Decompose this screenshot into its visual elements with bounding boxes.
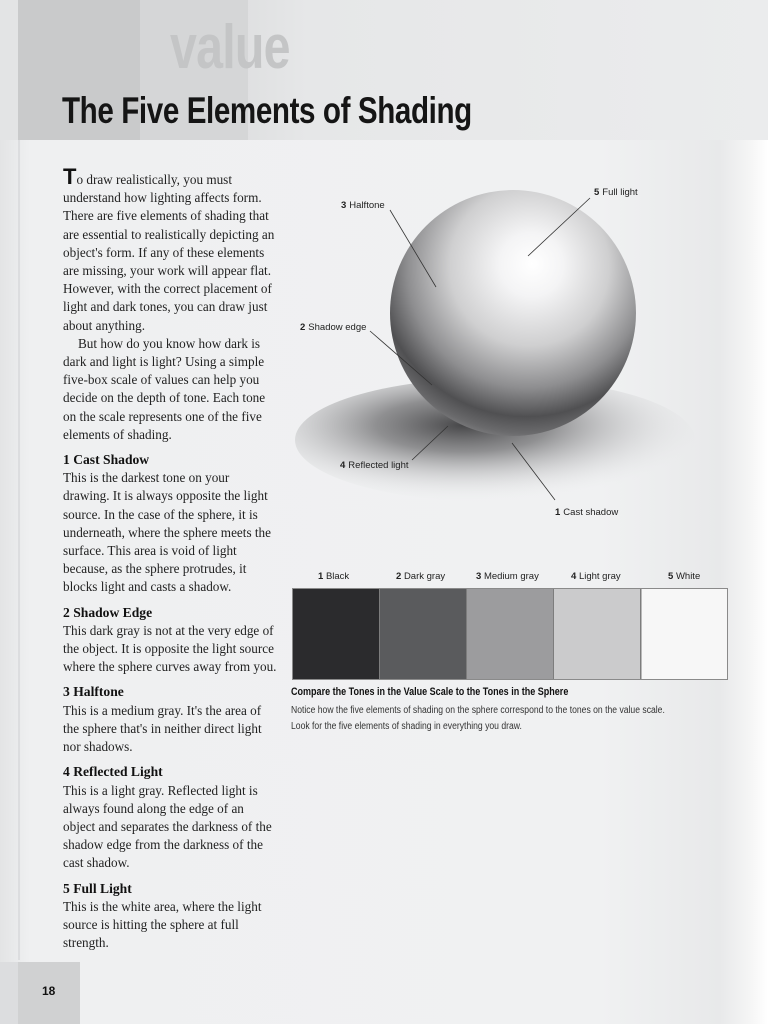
scale-label-white: 5 White bbox=[668, 571, 701, 582]
element-heading-reflected-light: 4 Reflected Light bbox=[63, 764, 163, 780]
element-heading-full-light: 5 Full Light bbox=[63, 880, 132, 896]
bottom-gutter bbox=[0, 962, 18, 1024]
label-full-light: 5 Full light bbox=[594, 187, 638, 198]
scale-label-black: 1 Black bbox=[318, 571, 350, 582]
page-title: The Five Elements of Shading bbox=[62, 90, 472, 131]
caption-line-2: Look for the five elements of shading in everything you draw. bbox=[291, 721, 522, 732]
label-shadow-edge: 2 Shadow edge bbox=[300, 322, 367, 333]
value-scale bbox=[292, 588, 728, 680]
scale-label-medium-gray: 3 Medium gray bbox=[476, 571, 539, 582]
caption-body bbox=[291, 703, 738, 735]
swatch-dark-gray bbox=[380, 589, 467, 679]
left-margin-rule bbox=[18, 140, 20, 960]
page-number: 18 bbox=[42, 984, 56, 998]
swatch-light-gray bbox=[554, 589, 641, 679]
intro-paragraph-1-text: o draw realistically, you must understand how lighting affects form. There are five elements of shading that are essential to realistically depicting an object's form. If any of these elements are missing, your work will appear flat. However, with the correct placement of light and dark tones, you can draw just about anything. bbox=[63, 172, 275, 333]
scale-label-dark-gray: 2 Dark gray bbox=[396, 571, 446, 582]
element-body-shadow-edge: This dark gray is not at the very edge of the object. It is opposite the light source where the sphere curves away from you. bbox=[63, 622, 277, 675]
element-body-halftone: This is a medium gray. It's the area of the sphere that's in neither direct light nor shadows. bbox=[63, 702, 262, 755]
swatch-medium-gray bbox=[467, 589, 554, 679]
sphere-shape bbox=[390, 190, 636, 436]
caption-line-1: Notice how the five elements of shading on the sphere correspond to the tones on the value scale. bbox=[291, 705, 665, 716]
drop-cap: T bbox=[63, 164, 77, 189]
element-body-full-light: This is the white area, where the light source is hitting the sphere at full strength. bbox=[63, 898, 262, 951]
label-reflected-light: 4 Reflected light bbox=[340, 460, 409, 471]
sphere-illustration bbox=[290, 170, 760, 530]
element-heading-halftone: 3 Halftone bbox=[63, 684, 124, 700]
element-body-cast-shadow: This is the darkest tone on your drawing. It is always opposite the light source. In the case of the sphere, it is underneath, where the sphere meets the surface. This area is void of light because, as the sphere protrudes, it blocks light and casts a shadow. bbox=[63, 470, 271, 595]
section-word: value bbox=[170, 13, 290, 82]
header-gutter bbox=[0, 0, 18, 140]
swatch-black bbox=[293, 589, 380, 679]
element-heading-shadow-edge: 2 Shadow Edge bbox=[63, 604, 153, 620]
caption-title: Compare the Tones in the Value Scale to the Tones in the Sphere bbox=[291, 686, 569, 698]
element-heading-cast-shadow: 1 Cast Shadow bbox=[63, 452, 150, 468]
element-body-reflected-light: This is a light gray. Reflected light is always found along the edge of an object and separates the darkness of the shadow edge from the darkness of the cast shadow. bbox=[63, 782, 272, 871]
scale-label-light-gray: 4 Light gray bbox=[571, 571, 621, 582]
intro-paragraph-1 bbox=[63, 164, 279, 335]
label-halftone: 3 Halftone bbox=[341, 200, 385, 211]
intro-paragraph-2: But how do you know how dark is dark and light is light? Using a simple five-box scale of values can help you decide on the depth of tone. Each tone on the scale represents one of the five elements of shading. bbox=[63, 335, 266, 442]
swatch-white bbox=[641, 589, 727, 679]
label-cast-shadow: 1 Cast shadow bbox=[555, 507, 619, 518]
body-text-column bbox=[63, 164, 279, 952]
